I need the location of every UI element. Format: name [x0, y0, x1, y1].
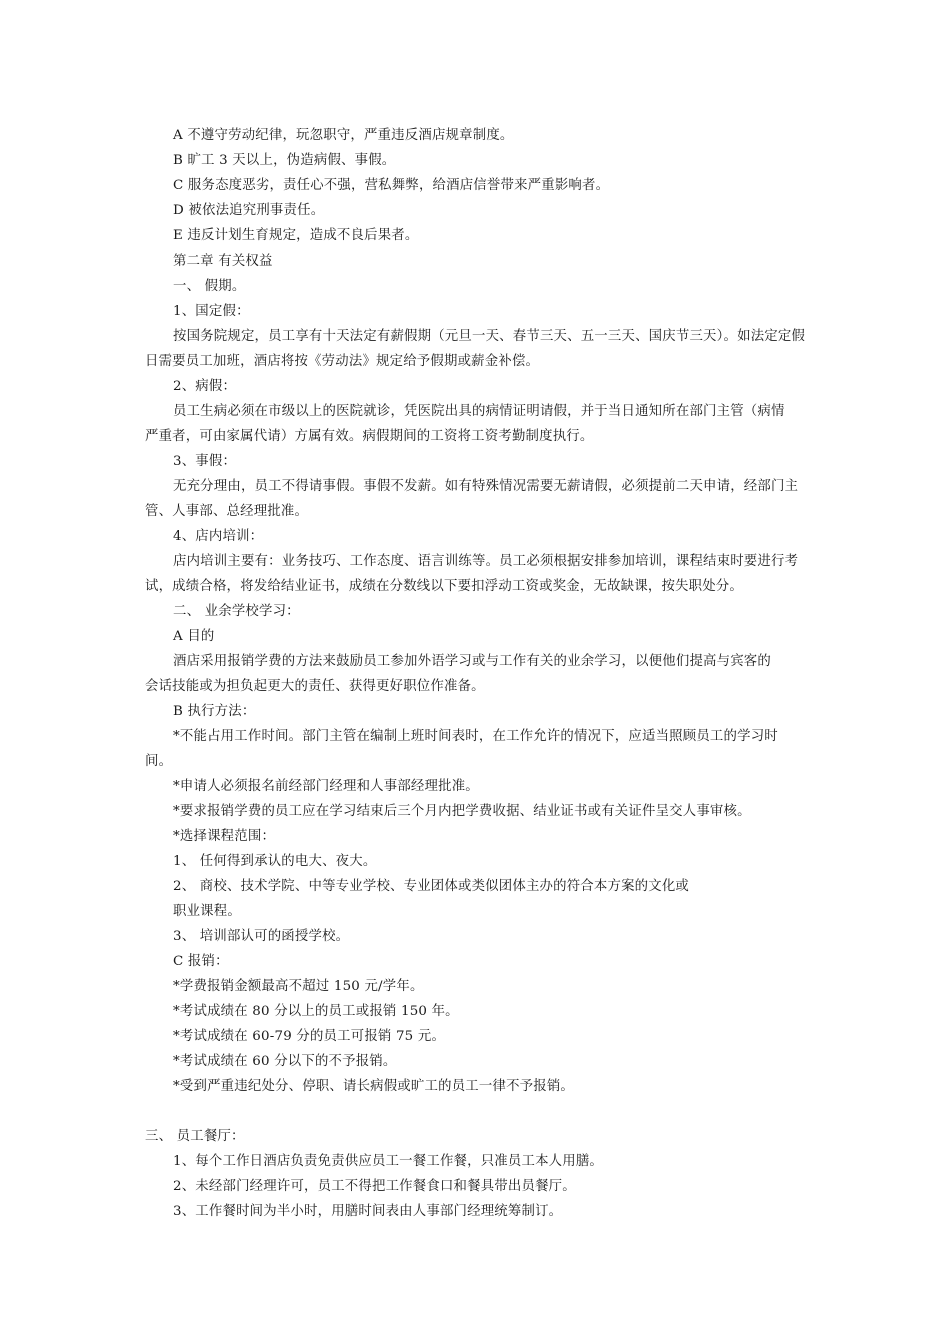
list-item: 3、工作餐时间为半小时，用膳时间表由人事部门经理统筹制订。: [173, 1204, 563, 1219]
paragraph-line: 试，成绩合格，将发给结业证书，成绩在分数线以下要扣浮动工资或奖金，无故缺课，按失职处分。: [145, 579, 743, 594]
paragraph-line: 店内培训主要有：业务技巧、工作态度、语言训练等。员工必须根据安排参加培训，课程结束时要进行考: [173, 554, 799, 569]
subheading-personal-leave: 3、事假：: [173, 454, 237, 469]
subheading-sick-leave: 2、病假：: [173, 379, 237, 394]
chapter-heading: 第二章 有关权益: [173, 254, 273, 269]
list-item: 2、未经部门经理许可，员工不得把工作餐食口和餐具带出员餐厅。: [173, 1179, 576, 1194]
rule-item-a: A 不遵守劳动纪律，玩忽职守，严重违反酒店规章制度。: [173, 128, 514, 143]
rule-item-c: C 服务态度恶劣，责任心不强，营私舞弊，给酒店信誉带来严重影响者。: [173, 178, 610, 193]
bullet-line: *申请人必须报名前经部门经理和人事部经理批准。: [173, 779, 479, 794]
paragraph-line: 员工生病必须在市级以上的医院就诊，凭医院出具的病情证明请假，并于当日通知所在部门主管（病情: [173, 404, 785, 419]
list-item: 2、 商校、技术学院、中等专业学校、专业团体或类似团体主办的符合本方案的文化或: [173, 879, 690, 894]
bullet-line: *不能占用工作时间。部门主管在编制上班时间表时，在工作允许的情况下，应适当照顾员工的学习时: [173, 729, 778, 744]
bullet-line: 间。: [145, 754, 173, 769]
bullet-line: *学费报销金额最高不超过 150 元/学年。: [173, 979, 424, 994]
section-heading-holidays: 一、 假期。: [173, 279, 246, 294]
bullet-line: *要求报销学费的员工应在学习结束后三个月内把学费收据、结业证书或有关证件呈交人事审核。: [173, 804, 751, 819]
bullet-line: *受到严重违纪处分、停职、请长病假或旷工的员工一律不予报销。: [173, 1079, 575, 1094]
rule-item-d: D 被依法追究刑事责任。: [173, 203, 325, 218]
bullet-line: *考试成绩在 60 分以下的不予报销。: [173, 1054, 397, 1069]
rule-item-e: E 违反计划生育规定，造成不良后果者。: [173, 228, 419, 243]
section-heading-school: 二、 业余学校学习：: [173, 604, 300, 619]
paragraph-line: 无充分理由，员工不得请事假。事假不发薪。如有特殊情况需要无薪请假，必须提前二天申请，经部门主: [173, 479, 799, 494]
list-item: 3、 培训部认可的函授学校。: [173, 929, 350, 944]
paragraph-line: 日需要员工加班，酒店将按《劳动法》规定给予假期或薪金补偿。: [145, 354, 540, 369]
paragraph-line: 会话技能或为担负起更大的责任、获得更好职位作准备。: [145, 679, 485, 694]
bullet-line: *考试成绩在 80 分以上的员工或报销 150 年。: [173, 1004, 459, 1019]
paragraph-line: 按国务院规定，员工享有十天法定有薪假期（元旦一天、春节三天、五一三天、国庆节三天）。如法定定假: [173, 329, 806, 344]
list-item: 1、 任何得到承认的电大、夜大。: [173, 854, 377, 869]
bullet-line: *考试成绩在 60-79 分的员工可报销 75 元。: [173, 1029, 446, 1044]
paragraph-line: 酒店采用报销学费的方法来鼓励员工参加外语学习或与工作有关的业余学习，以便他们提高与宾客的: [173, 654, 771, 669]
list-item: 职业课程。: [173, 904, 241, 919]
paragraph-line: 管、人事部、总经理批准。: [145, 504, 309, 519]
list-item: 1、每个工作日酒店负责免责供应员工一餐工作餐，只准员工本人用膳。: [173, 1154, 604, 1169]
subheading-training: 4、店内培训：: [173, 529, 264, 544]
paragraph-line: 严重者，可由家属代请）方属有效。病假期间的工资将工资考勤制度执行。: [145, 429, 594, 444]
subheading-method: B 执行方法：: [173, 704, 256, 719]
rule-item-b: B 旷工 3 天以上，伪造病假、事假。: [173, 153, 396, 168]
subheading-purpose: A 目的: [173, 629, 215, 644]
subheading-reimbursement: C 报销：: [173, 954, 229, 969]
subheading-public-holidays: 1、国定假：: [173, 304, 250, 319]
bullet-line: *选择课程范围：: [173, 829, 276, 844]
section-heading-canteen: 三、 员工餐厅：: [145, 1129, 245, 1144]
